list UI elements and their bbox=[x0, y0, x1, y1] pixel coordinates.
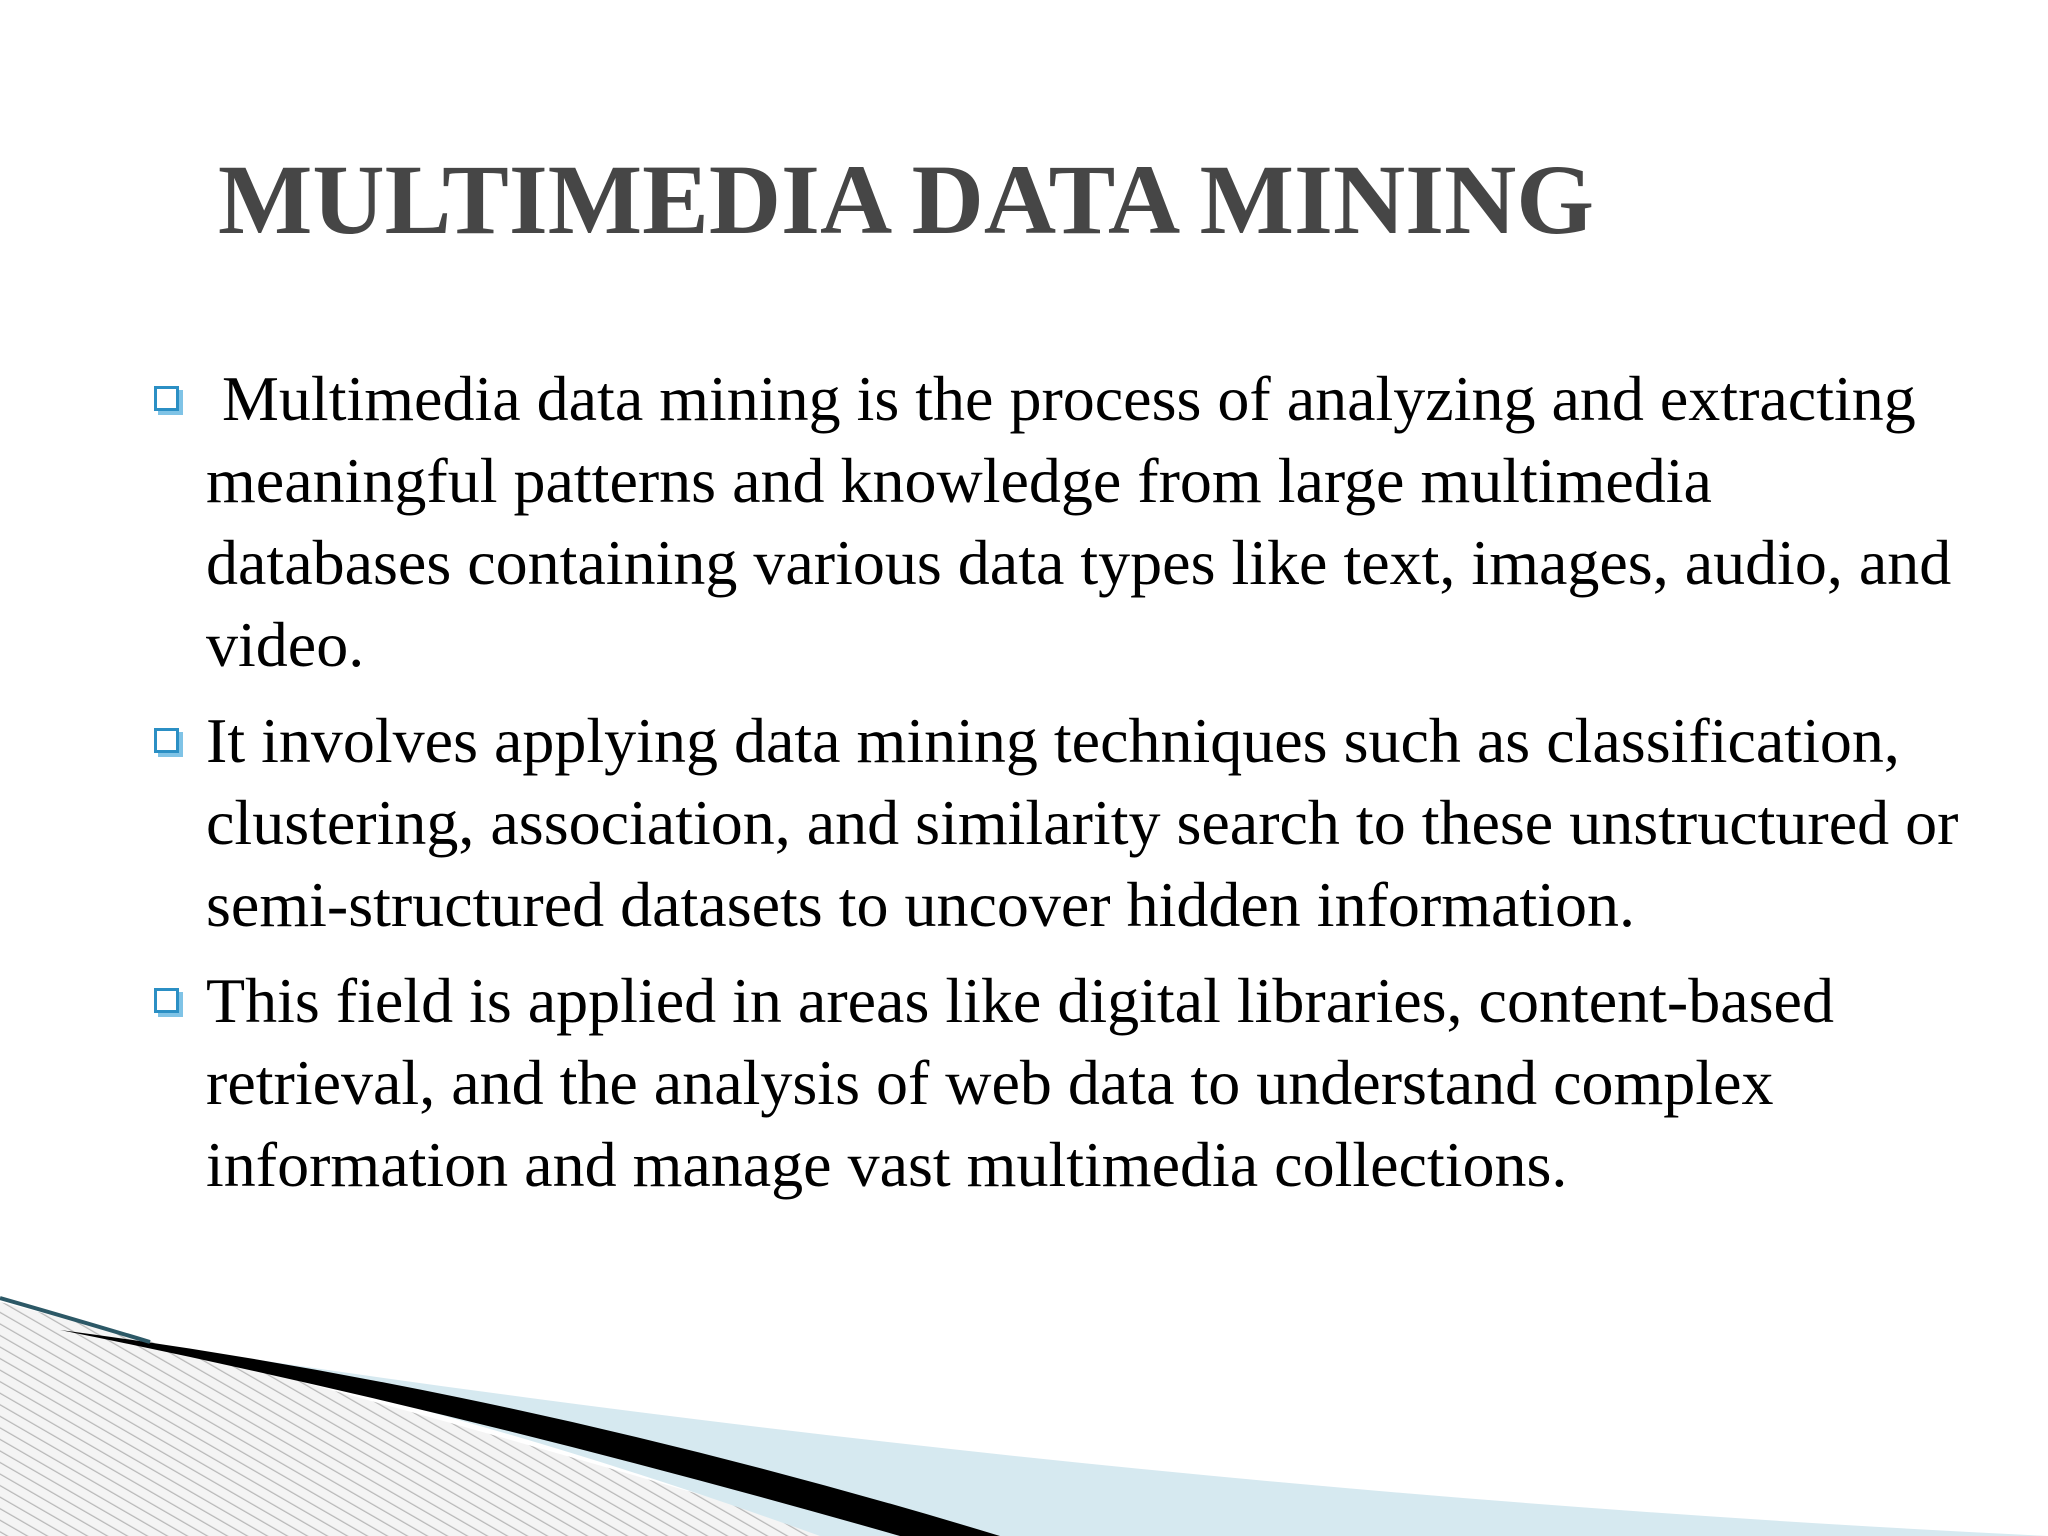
bullet-item bbox=[148, 700, 1968, 946]
bullet-item bbox=[148, 358, 1968, 686]
bullet-text: It involves applying data mining techniques such as classification, clustering, association, and similarity search to these unstructured or semi-structured datasets to uncover hidden information. bbox=[206, 705, 1959, 940]
corner-swoosh-decoration bbox=[0, 1290, 2048, 1536]
hollow-square-bullet-icon bbox=[154, 988, 179, 1013]
bullet-text: Multimedia data mining is the process of analyzing and extracting meaningful patterns and knowledge from large multimedia databases containing various data types like text, images, audio, and video. bbox=[206, 363, 1968, 680]
hatched-band bbox=[0, 1302, 840, 1536]
bullet-list bbox=[148, 358, 1968, 1220]
bullet-text: This field is applied in areas like digital libraries, content-based retrieval, and the analysis of web data to understand complex information and manage vast multimedia collections. bbox=[206, 965, 1834, 1200]
slide-title: MULTIMEDIA DATA MINING bbox=[218, 144, 1595, 255]
hollow-square-bullet-icon bbox=[154, 386, 179, 411]
bullet-item bbox=[148, 960, 1968, 1206]
hollow-square-bullet-icon bbox=[154, 728, 179, 753]
